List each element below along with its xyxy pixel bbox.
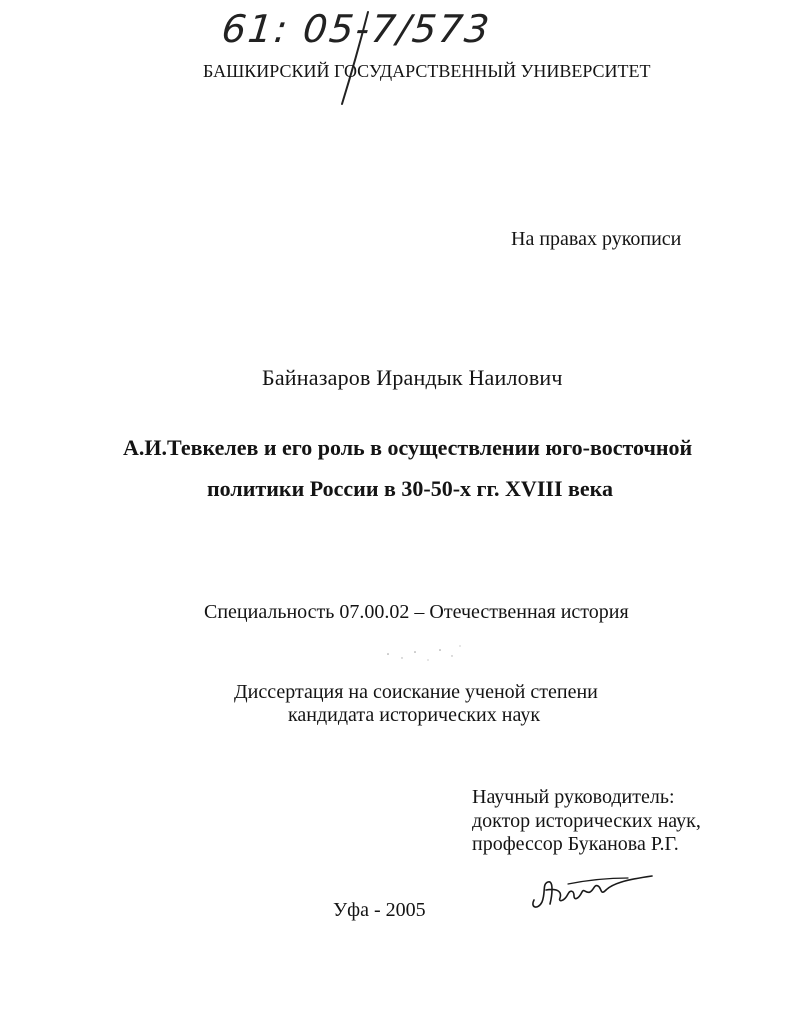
handwritten-slash-icon [330, 8, 410, 108]
scan-noise-specks [380, 640, 470, 670]
handwritten-signature-icon [528, 866, 658, 916]
degree-line-1: Диссертация на соискание ученой степени [234, 681, 598, 703]
supervisor-degree: доктор исторических наук, [472, 810, 701, 832]
degree-line-2: кандидата исторических наук [288, 704, 541, 726]
supervisor-label: Научный руководитель: [472, 786, 675, 808]
specialty: Специальность 07.00.02 – Отечественная история [204, 601, 629, 623]
dissertation-title-line-2: политики России в 30-50-х гг. XVIII века [207, 476, 613, 501]
city-year: Уфа - 2005 [333, 899, 426, 921]
author-name: Байназаров Ирандык Наилович [262, 365, 563, 390]
university-name: БАШКИРСКИЙ ГОСУДАРСТВЕННЫЙ УНИВЕРСИТЕТ [203, 61, 651, 81]
dissertation-title-line-1: А.И.Тевкелев и его роль в осуществлении юго-восточной [123, 435, 693, 460]
supervisor-name: профессор Буканова Р.Г. [472, 833, 679, 855]
rights-note: На правах рукописи [511, 228, 682, 250]
archive-code-handwritten: 61: 05-7/573 [219, 7, 494, 51]
